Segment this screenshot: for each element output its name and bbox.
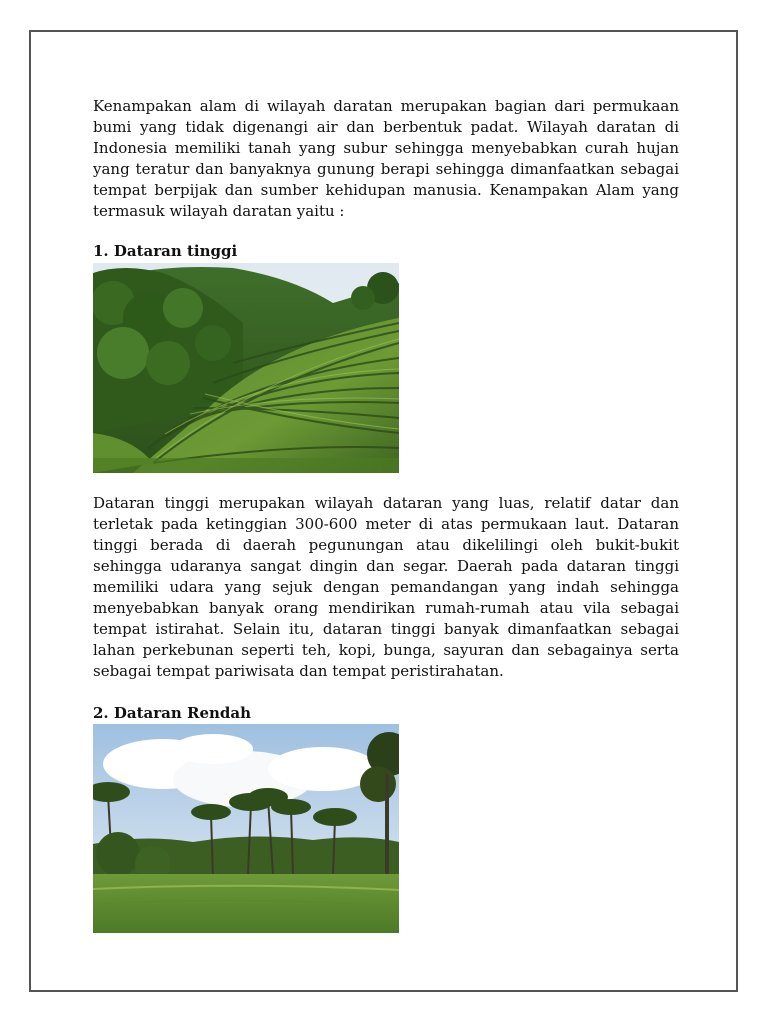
terraced-hillside-photo (93, 263, 399, 473)
lowland-palm-field-photo (93, 724, 399, 933)
section-heading-dataran-tinggi: 1. Dataran tinggi (93, 242, 238, 260)
section-heading-dataran-rendah: 2. Dataran Rendah (93, 704, 252, 722)
document-page (29, 30, 738, 992)
intro-paragraph: Kenampakan alam di wilayah daratan merupakan bagian dari permukaan bumi yang tidak digenangi air dan berbentuk padat. Wilayah daratan di Indonesia memiliki tanah yang subur sehingga menyebabkan curah hujan yang teratur dan banyaknya gunung berapi sehingga dimanfaatkan sebagai tempat berpijak dan sumber kehidupan manusia. Kenampakan Alam yang termasuk wilayah daratan yaitu : (93, 97, 679, 220)
dataran-tinggi-paragraph: Dataran tinggi merupakan wilayah dataran yang luas, relatif datar dan terletak pada ketinggian 300-600 meter di atas permukaan laut. Dataran tinggi berada di daerah pegunungan atau dikelilingi oleh bukit-bukit sehingga udaranya sangat dingin dan segar. Daerah pada dataran tinggi memiliki udara yang sejuk dengan pemandangan yang indah sehingga menyebabkan banyak orang mendirikan rumah-rumah atau vila sebagai tempat istirahat. Selain itu, dataran tinggi banyak dimanfaatkan sebagai lahan perkebunan seperti teh, kopi, bunga, sayuran dan sebagainya serta sebagai tempat pariwisata dan tempat peristirahatan. (93, 494, 679, 680)
